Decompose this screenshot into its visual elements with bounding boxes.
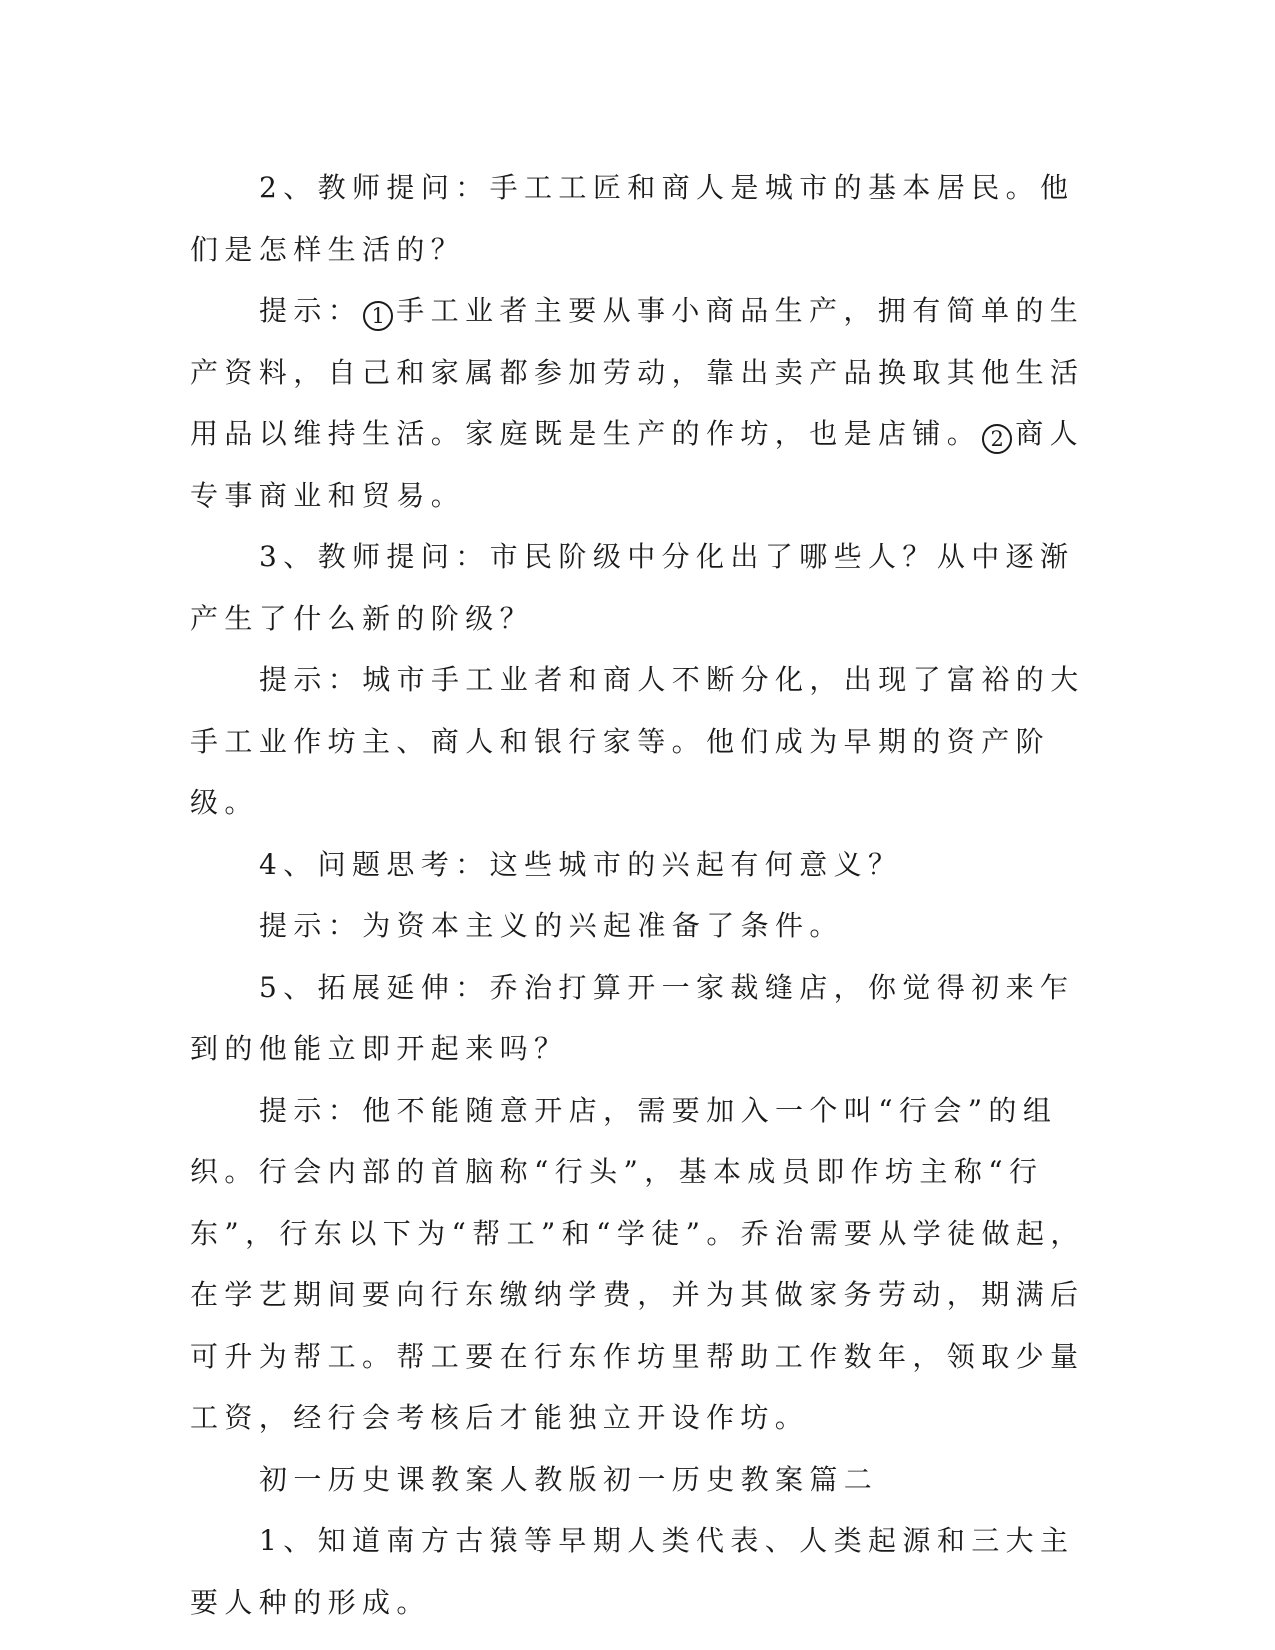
paragraph-hint-2	[190, 280, 1085, 526]
paragraph-question-2: 2、教师提问：手工工匠和商人是城市的基本居民。他们是怎样生活的？	[190, 171, 1075, 266]
circled-number-two: 2	[982, 424, 1012, 454]
paragraph-hint-4: 提示：为资本主义的兴起准备了条件。	[259, 909, 844, 942]
hint-text-part-1: 手工业者主要从事小商品生产，拥有简单的生产资料，自己和家属都参加劳动，靠出卖产品换取其他生活用品以维持生活。家庭既是生产的作坊，也是店铺。	[190, 294, 1085, 450]
section-heading: 初一历史课教案人教版初一历史教案篇二	[259, 1462, 879, 1496]
circled-number-one: 1	[363, 301, 393, 331]
paragraph-hint-5: 提示：他不能随意开店，需要加入一个叫“行会”的组织。行会内部的首脑称“行头”，基本成员即作坊主称“行东”，行东以下为“帮工”和“学徒”。乔治需要从学徒做起，在学艺期间要向行东缴纳学费，并为其做家务劳动，期满后可升为帮工。帮工要在行东作坊里帮助工作数年，领取少量工资，经行会考核后才能独立开设作坊。	[190, 1093, 1085, 1434]
paragraph-objective-1: 1、知道南方古猿等早期人类代表、人类起源和三大主要人种的形成。	[190, 1524, 1075, 1619]
paragraph-hint-3: 提示：城市手工业者和商人不断分化，出现了富裕的大手工业作坊主、商人和银行家等。他们成为早期的资产阶级。	[190, 663, 1085, 819]
hint-label: 提示：	[259, 294, 363, 327]
document-body	[190, 157, 1085, 1633]
paragraph-question-5: 5、拓展延伸：乔治打算开一家裁缝店，你觉得初来乍到的他能立即开起来吗？	[190, 970, 1075, 1065]
paragraph-question-4: 4、问题思考：这些城市的兴起有何意义？	[259, 847, 903, 881]
hint-text-part-2: 商人专事商业和贸易。	[190, 417, 1085, 512]
paragraph-question-3: 3、教师提问：市民阶级中分化出了哪些人？从中逐渐产生了什么新的阶级？	[190, 540, 1075, 635]
